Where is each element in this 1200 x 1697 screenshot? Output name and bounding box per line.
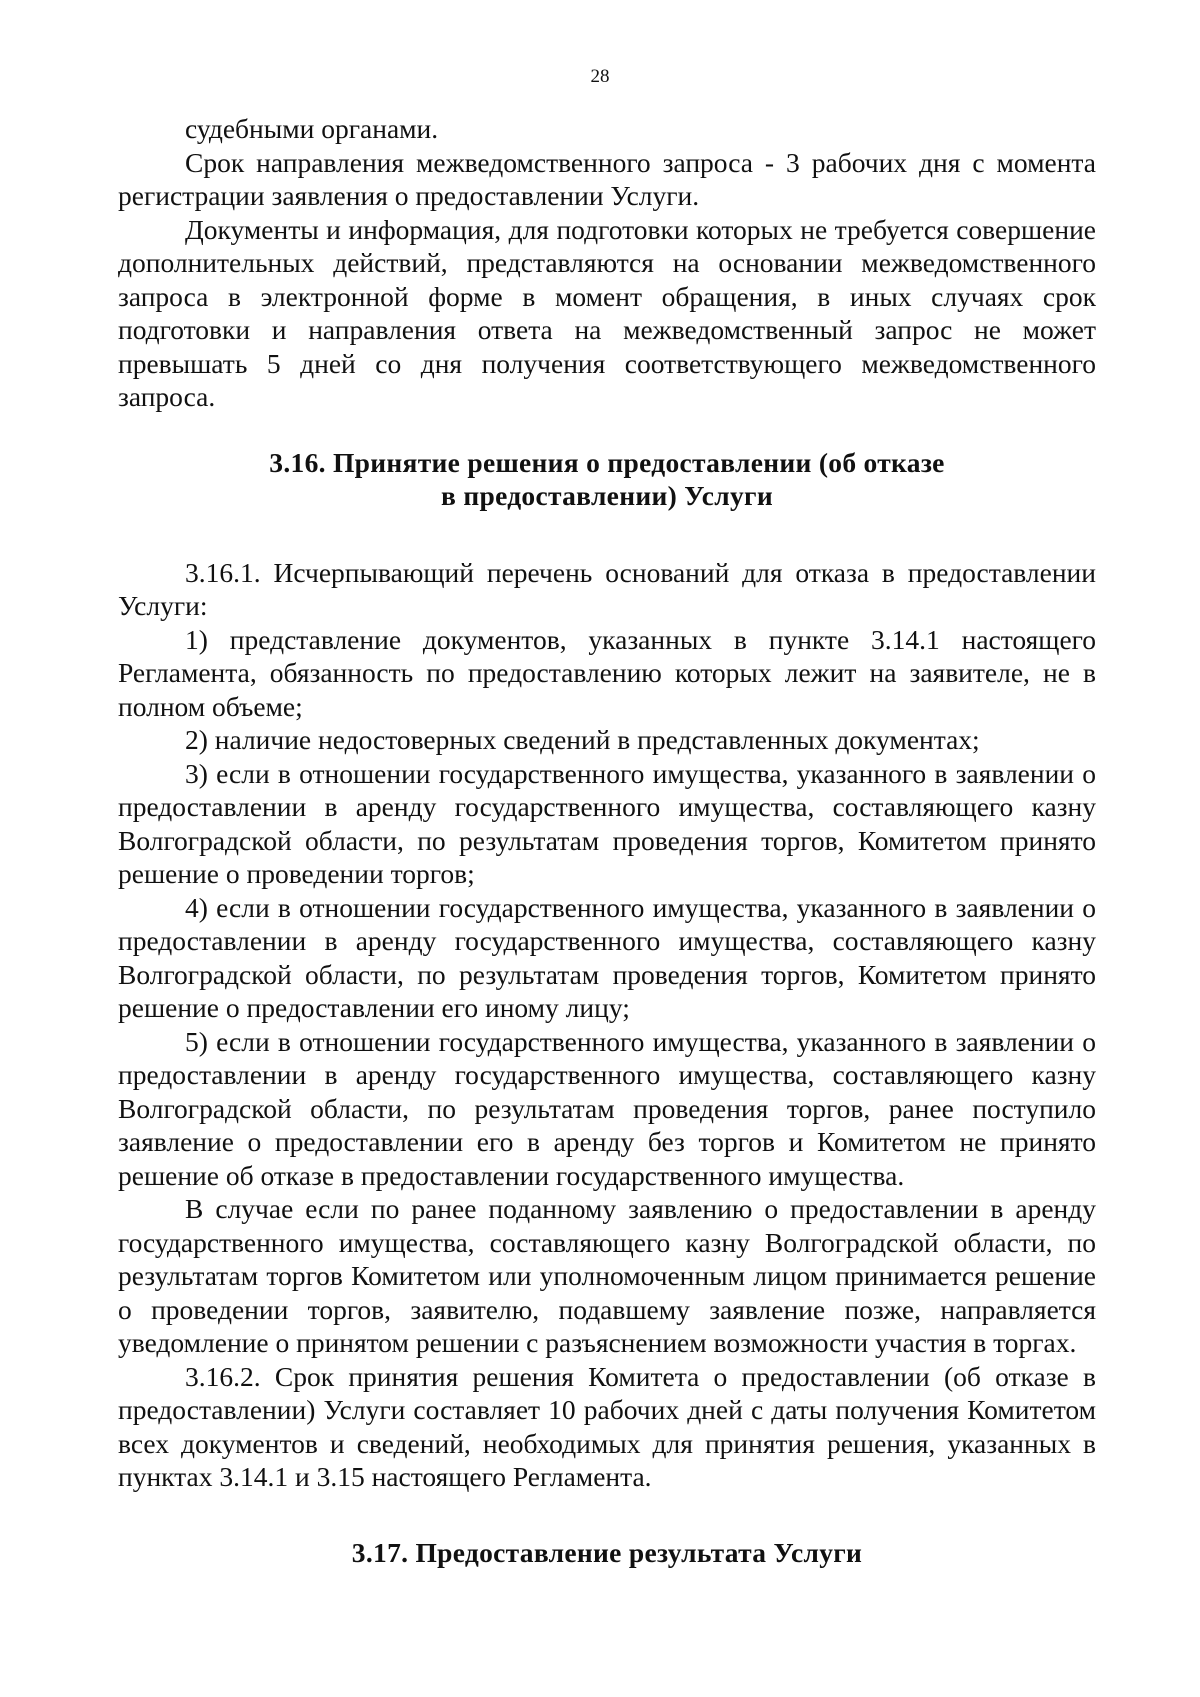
list-item: 1) представление документов, указанных в пункте 3.14.1 настоящего Регламента, обязанность по предоставлению которых лежит на заявителе, не в полном объеме; — [118, 623, 1096, 722]
list-item: 4) если в отношении государственного имущества, указанного в заявлении о предоставлении в аренду государственного имущества, составляющего казну Волгоградской области, по результатам проведения торгов, Комитетом принято решение о предоставлении его иному лицу; — [118, 891, 1096, 1023]
page-number: 28 — [590, 66, 610, 87]
paragraph: Документы и информация, для подготовки которых не требуется совершение дополнительных действий, представляются на основании межведомственного запроса в электронной форме в момент обращения, в иных случаях срок подготовки и направления ответа на межведомственный запрос не может превышать 5 дней со дня получения соответствующего межведомственного запроса. — [118, 213, 1096, 412]
list-item: 3) если в отношении государственного имущества, указанного в заявлении о предоставлении в аренду государственного имущества, составляющего казну Волгоградской области, по результатам проведения торгов, Комитетом принято решение о проведении торгов; — [118, 757, 1096, 889]
heading-line: 3.17. Предоставление результата Услуги — [351, 1536, 863, 1568]
list-item: 2) наличие недостоверных сведений в представленных документах; — [185, 724, 980, 755]
section-heading-3-17 — [118, 1536, 1096, 1570]
heading-line: в предоставлении) Услуги — [441, 480, 773, 511]
document-body — [118, 112, 1096, 1569]
paragraph: 3.16.1. Исчерпывающий перечень оснований для отказа в предоставлении Услуги: — [118, 556, 1096, 621]
list-item: 5) если в отношении государственного имущества, указанного в заявлении о предоставлении в аренду государственного имущества, составляющего казну Волгоградской области, по результатам проведения торгов, ранее поступило заявление о предоставлении его в аренду без торгов и Комитетом не принято решение об отказе в предоставлении государственного имущества. — [118, 1025, 1096, 1191]
paragraph: В случае если по ранее поданному заявлению о предоставлении в аренду государственного имущества, составляющего казну Волгоградской области, по результатам торгов Комитетом или уполномоченным лицом принимается решение о проведении торгов, заявителю, подавшему заявление позже, направляется уведомление о принятом решении с разъяснением возможности участия в торгах. — [118, 1193, 1096, 1358]
paragraph: Срок направления межведомственного запроса - 3 рабочих дня с момента регистрации заявления о предоставлении Услуги. — [118, 146, 1096, 211]
paragraph: судебными органами. — [185, 113, 439, 144]
heading-line: 3.16. Принятие решения о предоставлении (об отказе — [269, 446, 945, 478]
section-heading-3-16 — [118, 446, 1096, 513]
paragraph: 3.16.2. Срок принятия решения Комитета о предоставлении (об отказе в предоставлении) Услуги составляет 10 рабочих дней с даты получения Комитетом всех документов и сведений, необходимых для принятия решения, указанных в пунктах 3.14.1 и 3.15 настоящего Регламента. — [118, 1360, 1096, 1492]
